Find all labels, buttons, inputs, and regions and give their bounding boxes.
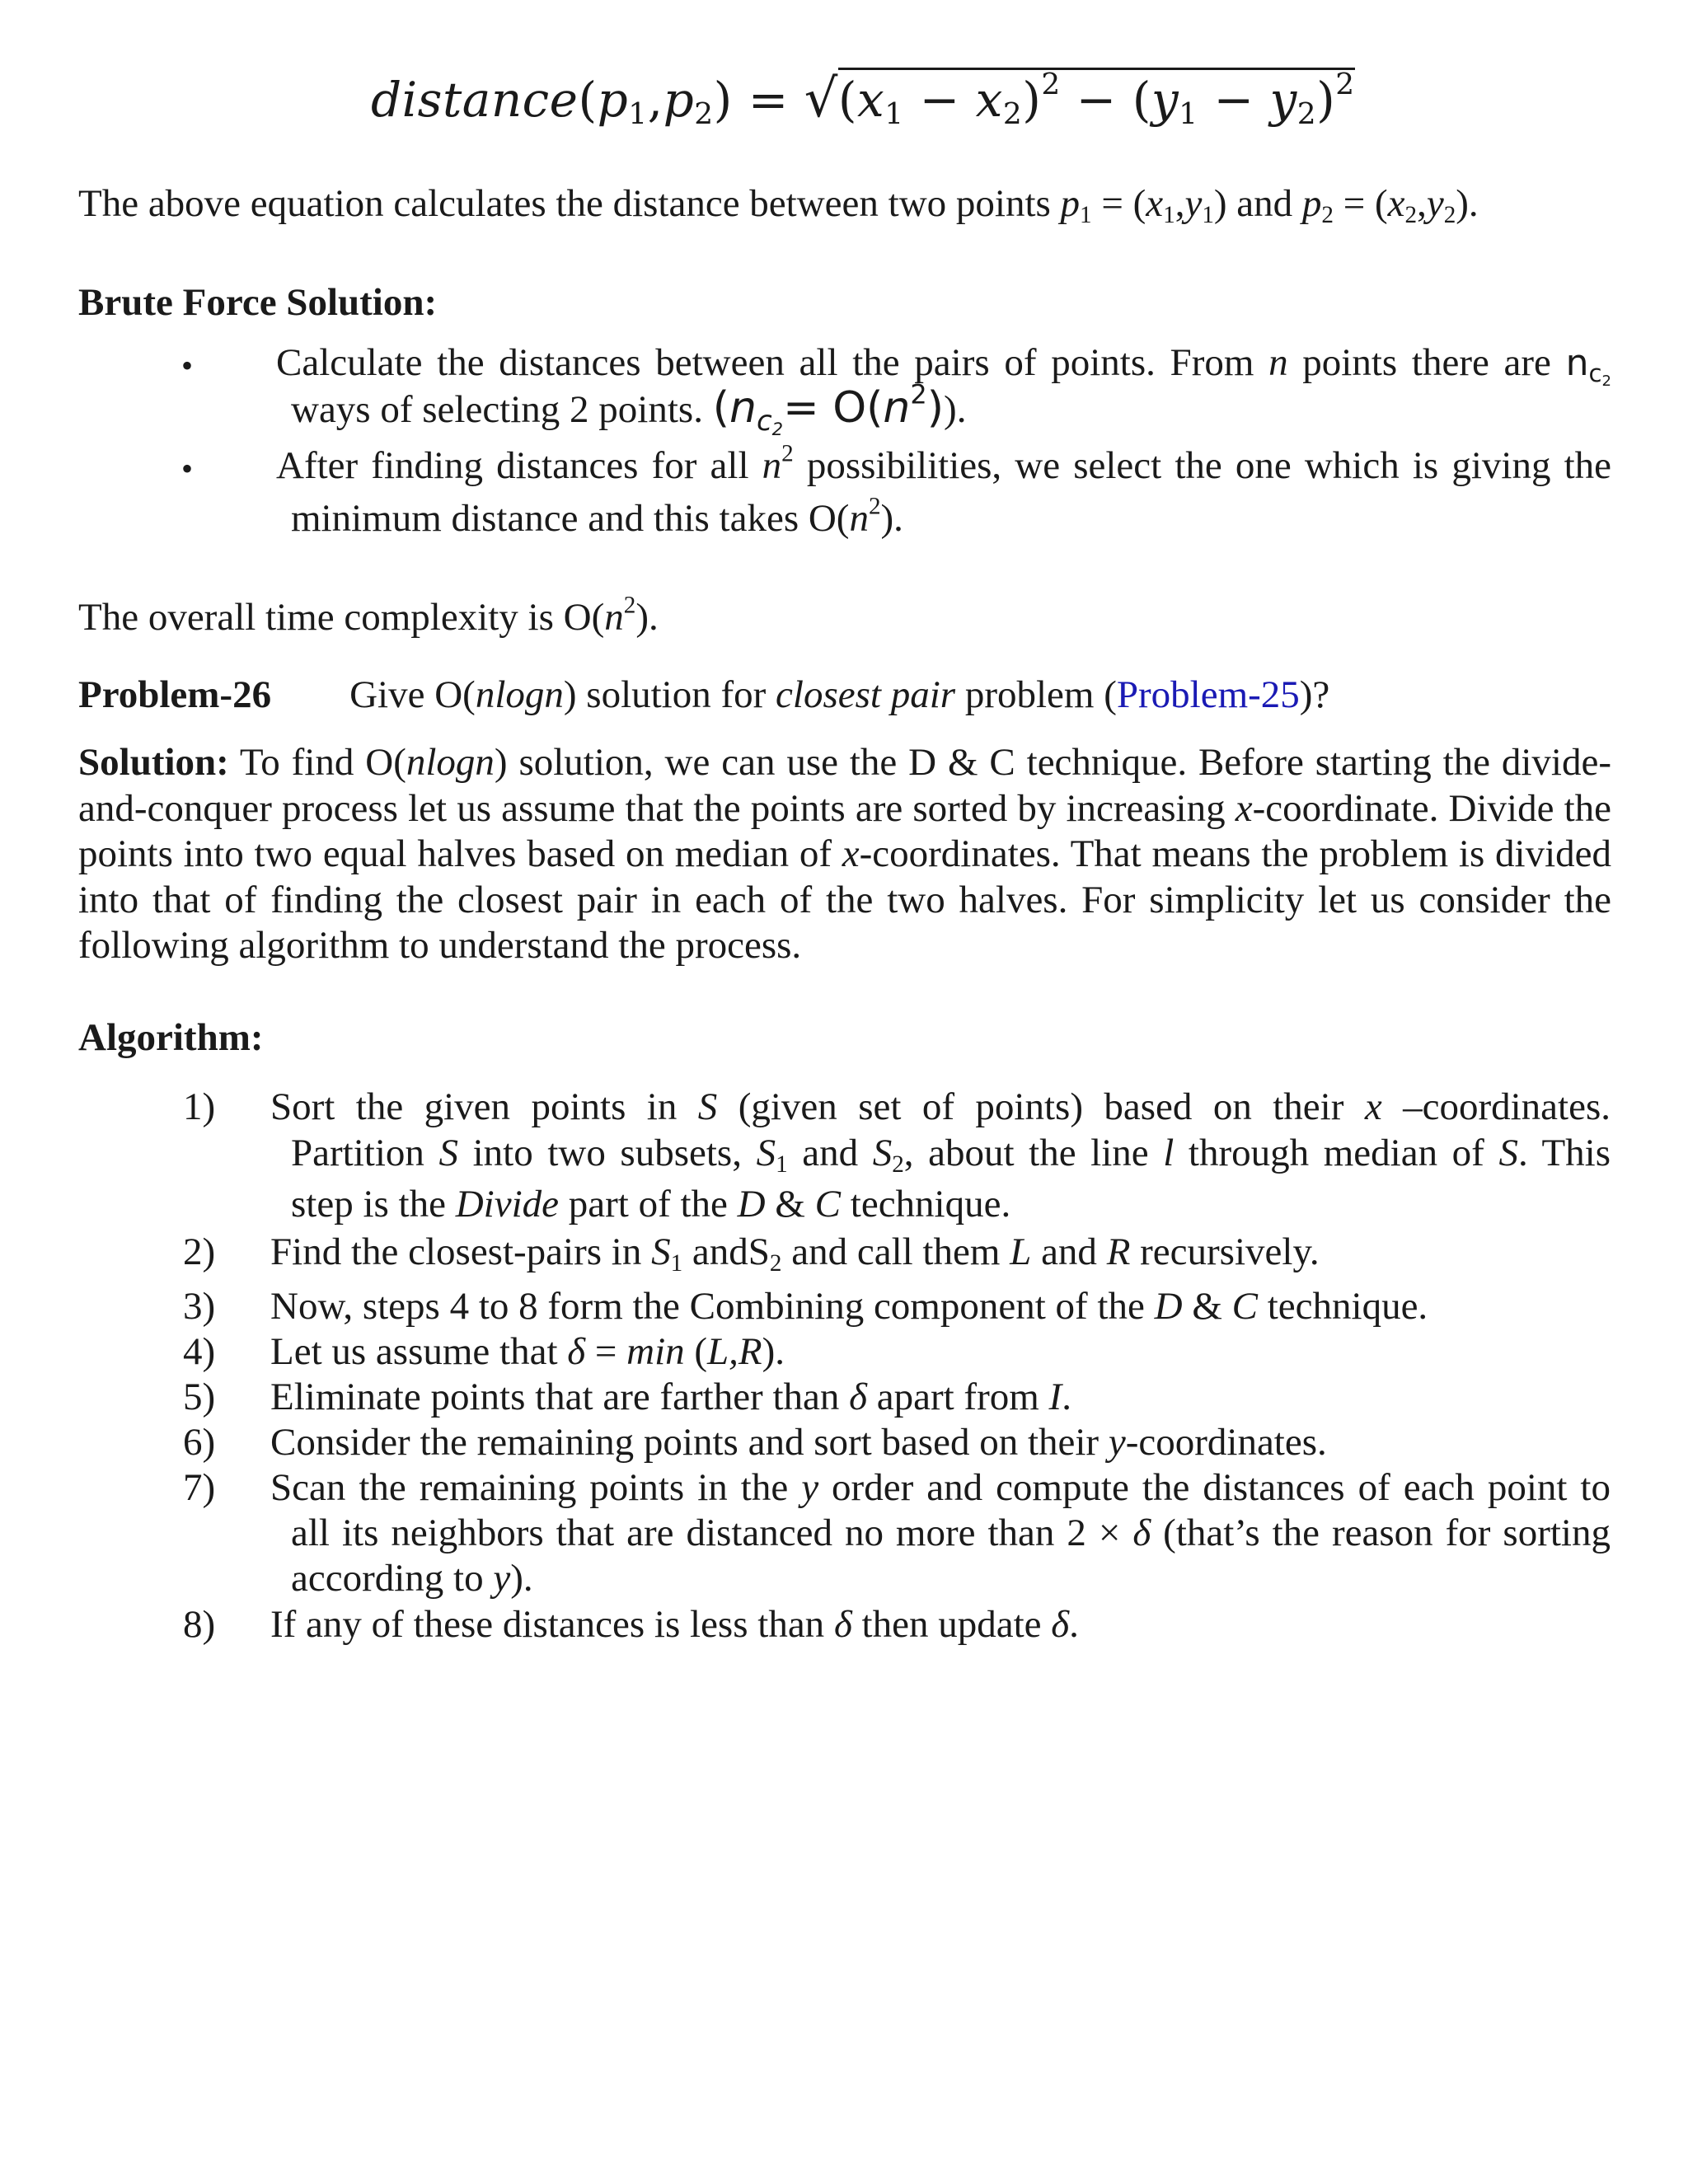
brute-item-1-line-1: Calculate the distances between all the pairs of points. From n points there are $n_{c_2}$: [276, 341, 1611, 391]
step-8: If any of these distances is less than δ then update δ.: [270, 1603, 1079, 1646]
problem-26: Problem-26 Give O(nlogn) solution for closest pair problem (Problem-25)?: [78, 673, 1330, 716]
step-1-line-1: Sort the given points in S (given set of points) based on their x –coordinates.: [270, 1085, 1611, 1128]
brute-item-2-line-1: After finding distances for all $n^2$ possibilities, we select the one which is giving the: [276, 440, 1611, 487]
brute-item-2-line-2: minimum distance and this takes $O(n^2)$.: [291, 493, 903, 540]
brute-item-1-line-2: ways of selecting 2 points. $(n_{c_2}= O(n^2))$.: [291, 378, 967, 439]
bullet-icon: •: [181, 450, 194, 487]
problem-label: Problem-26: [78, 673, 272, 716]
algorithm-heading: Algorithm:: [78, 1016, 264, 1059]
step-2: Find the closest-pairs in $S_1$ andS$_2$ and call them L and R recursively.: [270, 1230, 1320, 1277]
intro-paragraph: The above equation calculates the distance between two points $p_1 = (x_1,y_1)$ and $p_2 = (x_2,y_2)$.: [78, 182, 1479, 229]
step-7-line-2: all its neighbors that are distanced no more than 2 × δ (that’s the reason for sorting: [291, 1511, 1611, 1554]
step-number: 5): [183, 1376, 216, 1418]
brute-force-heading: Brute Force Solution:: [78, 281, 438, 324]
step-number: 3): [183, 1285, 216, 1328]
step-number: 7): [183, 1466, 216, 1509]
step-5: Eliminate points that are farther than δ apart from I.: [270, 1376, 1071, 1418]
step-1-line-3: step is the Divide part of the D & C technique.: [291, 1183, 1011, 1226]
step-1-line-2: Partition S into two subsets, $S_1$ and $S_2$, about the line l through median of S. This: [291, 1132, 1611, 1179]
step-number: 4): [183, 1330, 216, 1373]
step-number: 2): [183, 1230, 216, 1273]
step-number: 6): [183, 1421, 216, 1464]
step-6: Consider the remaining points and sort based on their y-coordinates.: [270, 1421, 1327, 1464]
problem-25-link[interactable]: Problem-25: [1116, 673, 1300, 716]
step-4: Let us assume that δ = min (L,R).: [270, 1330, 785, 1373]
square-root: $√(x_1 - x_2)^2 - (y_1 - y_2)^2$: [804, 68, 1355, 131]
step-number: 8): [183, 1603, 216, 1646]
bullet-icon: •: [181, 347, 194, 384]
step-7-line-1: Scan the remaining points in the y order and compute the distances of each point to: [270, 1466, 1611, 1509]
formula-lhs: distance: [371, 72, 579, 128]
step-number: 1): [183, 1085, 216, 1128]
step-7-line-3: according to y).: [291, 1557, 533, 1600]
step-3: Now, steps 4 to 8 form the Combining component of the D & C technique.: [270, 1285, 1428, 1328]
distance-formula: $distance(p_1,p_2) = √(x_1 - x_2)^2 - (y_1 - y_2)^2$: [371, 68, 1355, 131]
solution-paragraph: Solution: To find O(nlogn) solution, we can use the D & C technique. Before starting the divide-and-conquer process let us assume that the points are sorted by increasing x-coordinate. Divide the points into two equal halves based on median of x-coordinates. That means the problem is divided into that of finding the closest pair in each of the two halves. For simplicity let us consider the following algorithm to understand the process.: [78, 741, 1611, 967]
overall-complexity: The overall time complexity is $O(n^2)$.: [78, 592, 659, 639]
